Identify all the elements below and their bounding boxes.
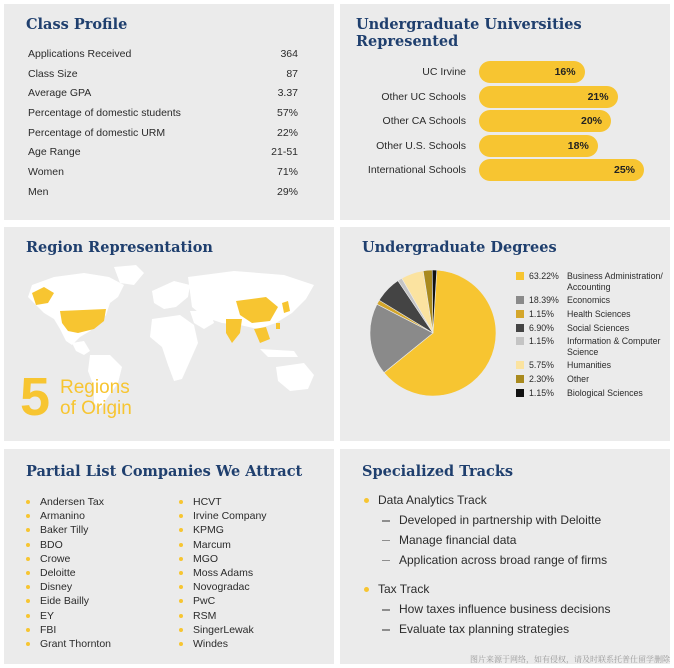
university-label: Other CA Schools — [382, 115, 466, 128]
track-detail-item — [382, 621, 569, 637]
track-name: Data Analytics Track — [378, 493, 487, 507]
bullet-icon — [364, 498, 369, 503]
bullet-icon — [26, 642, 30, 646]
company-item — [26, 566, 111, 580]
legend-percent: 1.15% — [529, 387, 554, 398]
legend-label: Other — [567, 374, 590, 385]
bullet-icon — [179, 614, 183, 618]
dash-icon — [382, 540, 390, 542]
profile-value: 21-51 — [271, 146, 298, 159]
company-item — [26, 580, 111, 594]
company-item — [179, 566, 267, 580]
profile-label: Age Range — [28, 146, 81, 159]
company-item — [179, 495, 267, 509]
legend-item — [516, 336, 666, 357]
company-item — [179, 509, 267, 523]
legend-swatch — [516, 361, 524, 369]
map-taiwan — [276, 323, 280, 329]
legend-label: Biological Sciences — [567, 387, 643, 398]
bullet-icon — [179, 543, 183, 547]
university-bar: 16% — [479, 61, 585, 83]
profile-row — [28, 183, 298, 203]
profile-label: Average GPA — [28, 87, 92, 100]
legend-label: Humanities — [567, 360, 612, 371]
legend-percent: 18.39% — [529, 295, 559, 306]
university-label: International Schools — [367, 164, 466, 177]
profile-value: 3.37 — [277, 87, 298, 100]
bullet-icon — [179, 514, 183, 518]
profile-value: 71% — [276, 166, 298, 179]
map-southeast-asia — [254, 327, 270, 343]
legend-percent: 6.90% — [529, 322, 554, 333]
university-bar: 18% — [479, 135, 598, 157]
company-name: Eide Bailly — [40, 595, 90, 608]
legend-item — [516, 309, 666, 320]
regions-count: 5 — [20, 367, 51, 427]
dash-icon — [382, 629, 390, 631]
class-profile-list — [28, 45, 298, 203]
university-row — [340, 135, 670, 157]
bullet-icon — [179, 642, 183, 646]
company-name: Disney — [40, 581, 73, 594]
company-name: PwC — [193, 595, 216, 608]
university-row — [340, 159, 670, 181]
legend-swatch — [516, 375, 524, 383]
company-item — [26, 594, 111, 608]
legend-swatch — [516, 337, 524, 345]
profile-row — [28, 163, 298, 183]
legend-label: Health Sciences — [567, 308, 631, 319]
track-detail-item — [382, 532, 516, 548]
companies-column-2 — [179, 495, 267, 651]
legend-percent: 5.75% — [529, 360, 554, 371]
profile-row — [28, 65, 298, 85]
company-item — [26, 552, 111, 566]
bullet-icon — [26, 628, 30, 632]
legend-label: Economics — [567, 295, 611, 306]
companies-panel — [4, 449, 334, 664]
dash-icon — [382, 520, 390, 522]
bullet-icon — [179, 585, 183, 589]
legend-percent: 2.30% — [529, 374, 554, 385]
bullet-icon — [179, 571, 183, 575]
profile-label: Applications Received — [28, 48, 132, 60]
company-item — [179, 552, 267, 566]
bullet-icon — [179, 628, 183, 632]
degrees-panel — [340, 227, 670, 441]
legend-item — [516, 323, 666, 334]
profile-row — [28, 45, 298, 65]
bullet-icon — [26, 614, 30, 618]
companies-column-1 — [26, 495, 111, 651]
university-label: UC Irvine — [422, 66, 466, 78]
legend-item — [516, 295, 666, 306]
track-detail-item — [382, 601, 610, 617]
legend-percent: 1.15% — [529, 336, 554, 347]
degrees-title: Undergraduate Degrees — [362, 239, 557, 256]
company-item — [26, 609, 111, 623]
dash-icon — [382, 560, 390, 562]
map-central-america — [72, 341, 90, 355]
profile-label: Percentage of domestic URM — [28, 126, 166, 139]
dash-icon — [382, 609, 390, 611]
company-name: Baker Tilly — [40, 524, 89, 537]
region-panel — [4, 227, 334, 441]
profile-row — [28, 124, 298, 144]
track-name-item — [364, 492, 487, 508]
company-name: Novogradac — [193, 581, 250, 594]
track-detail: Evaluate tax planning strategies — [399, 622, 570, 637]
class-profile-title: Class Profile — [26, 16, 128, 33]
profile-value: 87 — [286, 67, 298, 80]
universities-title: Undergraduate Universities Represented — [356, 16, 582, 50]
company-name: Crowe — [40, 552, 71, 565]
track-detail-item — [382, 552, 607, 568]
company-item — [179, 609, 267, 623]
map-greenland — [114, 265, 144, 285]
track-detail: Manage financial data — [399, 532, 517, 547]
university-bar: 21% — [479, 86, 618, 108]
company-name: Andersen Tax — [40, 496, 105, 508]
bullet-icon — [26, 557, 30, 561]
company-name: FBI — [40, 623, 57, 636]
company-item — [26, 509, 111, 523]
company-name: KPMG — [193, 524, 224, 537]
profile-label: Percentage of domestic students — [28, 107, 181, 120]
legend-swatch — [516, 324, 524, 332]
company-name: Marcum — [193, 538, 231, 551]
track-detail-item — [382, 512, 601, 528]
bullet-icon — [26, 585, 30, 589]
bullet-icon — [179, 528, 183, 532]
university-bar: 20% — [479, 110, 611, 132]
company-item — [26, 523, 111, 537]
map-usa — [60, 309, 106, 333]
bullet-icon — [26, 543, 30, 547]
company-item — [26, 637, 111, 651]
company-item — [26, 623, 111, 637]
company-name: HCVT — [193, 496, 222, 508]
university-row — [340, 86, 670, 108]
company-name: Moss Adams — [193, 566, 254, 579]
company-item — [179, 594, 267, 608]
tracks-title: Specialized Tracks — [362, 463, 514, 480]
profile-row — [28, 104, 298, 124]
legend-label: Social Sciences — [567, 322, 630, 333]
company-name: BDO — [40, 538, 63, 551]
university-label: Other UC Schools — [381, 90, 466, 103]
legend-item — [516, 360, 666, 371]
class-profile-panel — [4, 4, 334, 220]
legend-item — [516, 374, 666, 385]
map-africa — [150, 315, 198, 381]
map-europe — [152, 281, 190, 309]
regions-caption-line2: of Origin — [60, 398, 132, 419]
profile-value: 364 — [280, 48, 298, 60]
company-name: Armanino — [40, 510, 85, 523]
track-name: Tax Track — [378, 582, 430, 597]
degrees-pie-chart — [358, 269, 508, 399]
profile-row — [28, 143, 298, 163]
bullet-icon — [179, 500, 183, 504]
regions-caption — [60, 377, 132, 419]
companies-title: Partial List Companies We Attract — [26, 463, 303, 480]
company-name: Windes — [193, 637, 229, 650]
profile-value: 22% — [276, 126, 298, 139]
company-item — [26, 495, 111, 509]
university-row — [340, 61, 670, 83]
legend-percent: 63.22% — [529, 271, 559, 281]
company-name: EY — [40, 609, 55, 622]
company-item — [179, 538, 267, 552]
company-name: SingerLewak — [193, 623, 254, 636]
university-bar: 25% — [479, 159, 644, 181]
legend-label: Business Administration/ Accounting — [567, 271, 663, 292]
tracks-panel — [340, 449, 670, 664]
track-detail: Application across broad range of firms — [399, 552, 608, 567]
company-item — [26, 538, 111, 552]
legend-label: Information & Computer Science — [567, 336, 661, 357]
map-india — [226, 319, 242, 343]
track-name-item — [364, 581, 429, 597]
company-item — [179, 523, 267, 537]
region-title: Region Representation — [26, 239, 213, 256]
profile-label: Men — [28, 185, 49, 198]
company-name: RSM — [193, 609, 217, 622]
university-row — [340, 110, 670, 132]
profile-row — [28, 84, 298, 104]
bullet-icon — [364, 587, 369, 592]
degrees-legend — [516, 271, 666, 402]
company-name: MGO — [193, 552, 219, 565]
legend-swatch — [516, 389, 524, 397]
legend-swatch — [516, 310, 524, 318]
bullet-icon — [26, 528, 30, 532]
regions-caption-line1: Regions — [60, 377, 130, 398]
legend-percent: 1.15% — [529, 308, 554, 319]
university-label: Other U.S. Schools — [376, 139, 466, 152]
profile-value: 29% — [276, 185, 298, 198]
bullet-icon — [179, 557, 183, 561]
legend-swatch — [516, 272, 524, 280]
profile-label: Class Size — [28, 67, 78, 80]
bullet-icon — [26, 500, 30, 504]
track-detail: How taxes influence business decisions — [399, 602, 611, 617]
map-north-america — [28, 273, 124, 345]
bullet-icon — [26, 514, 30, 518]
image-source-note: 图片来源于网络，如有侵权，请及时联系托普仕留学删除 — [470, 655, 670, 664]
legend-item — [516, 388, 666, 399]
bullet-icon — [26, 599, 30, 603]
universities-panel — [340, 4, 670, 220]
company-name: Deloitte — [40, 566, 76, 579]
legend-swatch — [516, 296, 524, 304]
company-item — [179, 637, 267, 651]
company-name: Irvine Company — [193, 510, 267, 523]
map-indonesia — [260, 349, 298, 357]
company-item — [179, 580, 267, 594]
company-item — [179, 623, 267, 637]
map-australia — [276, 363, 314, 391]
company-name: Grant Thornton — [40, 637, 112, 650]
track-detail: Developed in partnership with Deloitte — [399, 513, 602, 527]
legend-item — [516, 271, 666, 292]
profile-value: 57% — [276, 107, 298, 120]
bullet-icon — [179, 599, 183, 603]
profile-label: Women — [28, 166, 64, 179]
bullet-icon — [26, 571, 30, 575]
